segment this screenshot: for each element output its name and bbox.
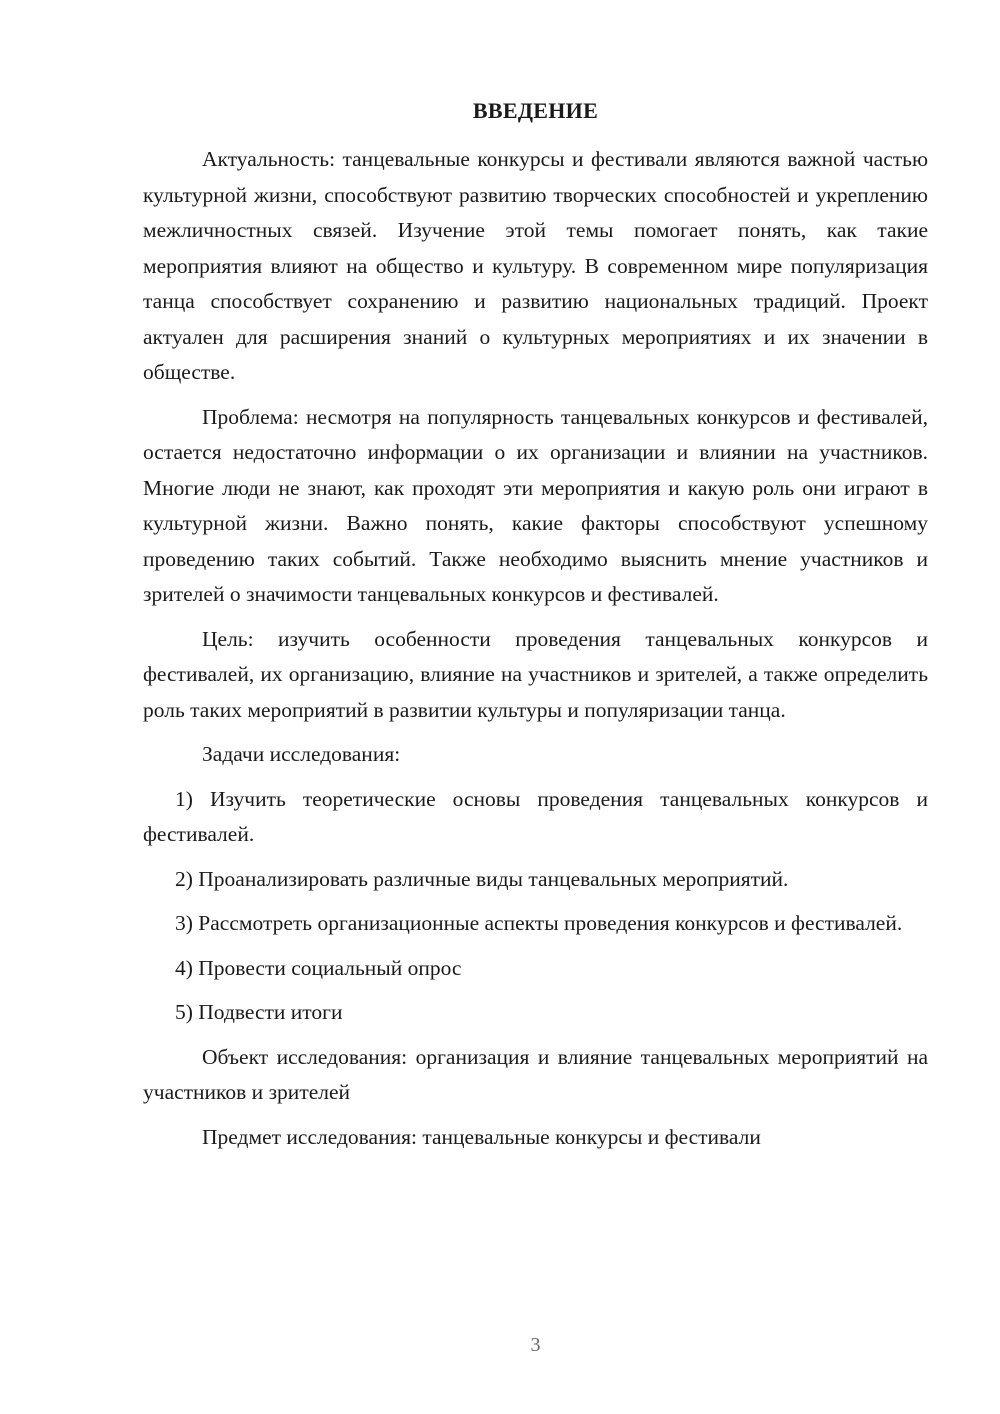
- document-page: [143, 0, 928, 1414]
- paragraph-object: Объект исследования: организация и влияние танцевальных мероприятий на участников и зрителей: [143, 1044, 928, 1104]
- page-number: 3: [530, 1334, 541, 1356]
- task-item-1: 1) Изучить теоретические основы проведения танцевальных конкурсов и фестивалей.: [143, 786, 928, 846]
- body-text: [143, 142, 928, 1164]
- tasks-heading: Задачи исследования:: [202, 742, 401, 766]
- task-item-4: 4) Провести социальный опрос: [175, 955, 462, 980]
- paragraph-problem: Проблема: несмотря на популярность танцевальных конкурсов и фестивалей, остается недостаточно информации о их организации и влиянии на участников. Многие люди не знают, как проходят эти мероприятия и какую роль они играют в культурной жизни. Важно понять, какие факторы способствуют успешному проведению таких событий. Также необходимо выяснить мнение участников и зрителей о значимости танцевальных конкурсов и фестивалей.: [143, 404, 928, 606]
- paragraph-relevance: Актуальность: танцевальные конкурсы и фестивали являются важной частью культурной жизни, способствуют развитию творческих способностей и укреплению межличностных связей. Изучение этой темы помогает понять, как такие мероприятия влияют на общество и культуру. В современном мире популяризация танца способствует сохранению и развитию национальных традиций. Проект актуален для расширения знаний о культурных мероприятиях и их значении в обществе.: [143, 147, 928, 384]
- paragraph-goal: Цель: изучить особенности проведения танцевальных конкурсов и фестивалей, их организацию, влияние на участников и зрителей, а также определить роль таких мероприятий в развитии культуры и популяризации танца.: [143, 626, 928, 722]
- section-heading: ВВЕДЕНИЕ: [472, 98, 599, 123]
- task-item-5: 5) Подвести итоги: [175, 1000, 343, 1024]
- task-item-2: 2) Проанализировать различные виды танцевальных мероприятий.: [175, 866, 789, 891]
- paragraph-subject: Предмет исследования: танцевальные конкурсы и фестивали: [202, 1124, 761, 1149]
- task-item-3: 3) Рассмотреть организационные аспекты проведения конкурсов и фестивалей.: [175, 911, 903, 935]
